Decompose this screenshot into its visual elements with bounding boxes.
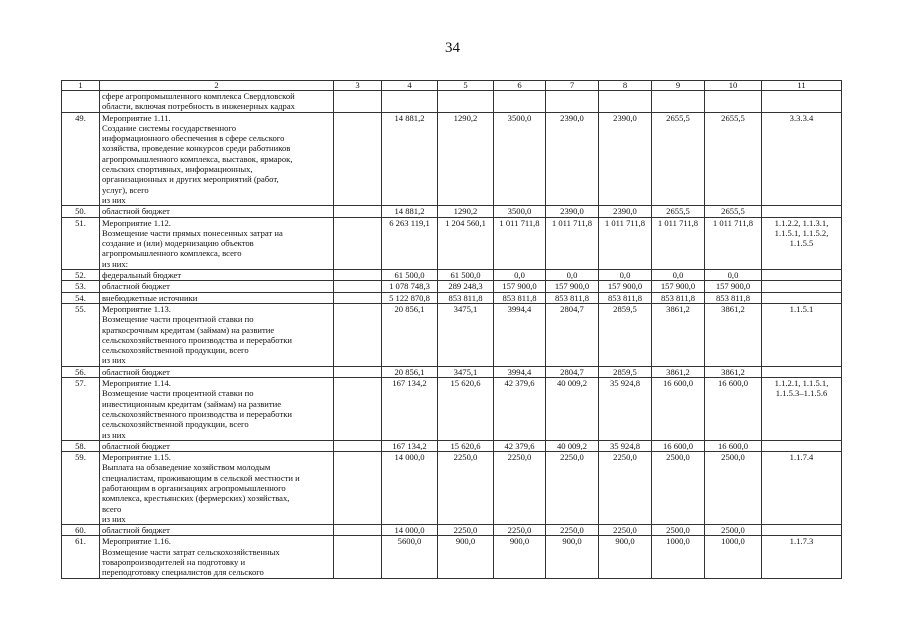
value-cell: 1000,0 <box>652 536 705 578</box>
value-cell: 1 011 711,8 <box>546 217 599 269</box>
empty-column-cell <box>334 303 382 366</box>
value-cell: 3861,2 <box>705 303 762 366</box>
value-cell: 2390,0 <box>546 112 599 206</box>
reference-line: 1.1.2.1, 1.1.5.1, <box>774 378 829 389</box>
row-number-cell: 61. <box>62 536 100 578</box>
description-line: Возмещение части процентной ставки по <box>102 314 254 325</box>
table-row <box>62 292 842 303</box>
value-cell <box>546 91 599 113</box>
column-number-cell: 6 <box>494 81 546 91</box>
description-line: областной бюджет <box>102 366 170 377</box>
description-cell <box>100 452 334 525</box>
value-cell <box>705 91 762 113</box>
value-cell: 2655,5 <box>652 206 705 217</box>
value-cell: 900,0 <box>494 536 546 578</box>
description-line: Возмещение части процентной ставки по <box>102 388 254 399</box>
column-number-cell: 2 <box>100 81 334 91</box>
value-cell: 3500,0 <box>494 112 546 206</box>
value-cell: 1 204 560,1 <box>438 217 494 269</box>
description-line: из них <box>102 355 126 366</box>
value-cell: 157 900,0 <box>599 281 652 292</box>
value-cell: 2804,7 <box>546 366 599 377</box>
value-cell: 167 134,2 <box>382 378 438 441</box>
column-number-cell: 5 <box>438 81 494 91</box>
description-line: областной бюджет <box>102 206 170 217</box>
description-line: Возмещение части затрат сельскохозяйственных <box>102 546 280 557</box>
description-line: услуг), всего <box>102 184 149 195</box>
description-cell <box>100 112 334 206</box>
description-cell <box>100 281 334 292</box>
value-cell: 20 856,1 <box>382 303 438 366</box>
description-cell <box>100 217 334 269</box>
description-line: из них <box>102 429 126 440</box>
reference-cell <box>762 536 842 578</box>
empty-column-cell <box>334 378 382 441</box>
description-line: агропромышленного комплекса, выставок, ярмарок, <box>102 153 293 164</box>
description-line: инвестиционным кредитам (займам) на развитие <box>102 398 282 409</box>
description-line: федеральный бюджет <box>102 270 182 281</box>
row-number-cell: 57. <box>62 378 100 441</box>
description-cell <box>100 91 334 113</box>
description-line: областной бюджет <box>102 525 170 536</box>
value-cell: 3861,2 <box>652 303 705 366</box>
table-row <box>62 303 842 366</box>
empty-column-cell <box>334 112 382 206</box>
value-cell: 2250,0 <box>438 525 494 536</box>
row-number-cell: 52. <box>62 270 100 281</box>
empty-column-cell <box>334 452 382 525</box>
description-cell <box>100 440 334 451</box>
row-number-cell: 54. <box>62 292 100 303</box>
table-row <box>62 366 842 377</box>
reference-cell <box>762 281 842 292</box>
value-cell: 2250,0 <box>494 452 546 525</box>
value-cell: 3500,0 <box>494 206 546 217</box>
value-cell: 35 924,8 <box>599 440 652 451</box>
reference-cell <box>762 292 842 303</box>
row-number-cell: 59. <box>62 452 100 525</box>
description-line: сельскохозяйственной продукции, всего <box>102 345 249 356</box>
table-row <box>62 270 842 281</box>
description-line: всего <box>102 503 122 514</box>
description-cell <box>100 270 334 281</box>
column-number-cell: 1 <box>62 81 100 91</box>
table-row <box>62 217 842 269</box>
reference-line: 1.1.5.3–1.1.5.6 <box>775 388 828 399</box>
value-cell: 2250,0 <box>546 525 599 536</box>
value-cell: 1000,0 <box>705 536 762 578</box>
reference-cell <box>762 525 842 536</box>
value-cell: 157 900,0 <box>546 281 599 292</box>
value-cell: 2655,5 <box>705 112 762 206</box>
table-row <box>62 452 842 525</box>
value-cell: 16 600,0 <box>705 440 762 451</box>
description-line: Выплата на обзаведение хозяйством молодым <box>102 462 271 473</box>
value-cell: 1 078 748,3 <box>382 281 438 292</box>
empty-column-cell <box>334 536 382 578</box>
description-line: сфере агропромышленного комплекса Свердловской <box>102 91 295 101</box>
column-number-cell: 10 <box>705 81 762 91</box>
value-cell: 157 900,0 <box>705 281 762 292</box>
description-line: создание и (или) модернизацию объектов <box>102 238 254 249</box>
value-cell: 2655,5 <box>652 112 705 206</box>
value-cell: 2500,0 <box>705 525 762 536</box>
value-cell: 42 379,6 <box>494 440 546 451</box>
value-cell: 3475,1 <box>438 303 494 366</box>
empty-column-cell <box>334 366 382 377</box>
description-cell <box>100 536 334 578</box>
description-line: областной бюджет <box>102 440 170 451</box>
row-number-cell: 50. <box>62 206 100 217</box>
reference-cell <box>762 378 842 441</box>
description-cell <box>100 292 334 303</box>
column-number-cell: 3 <box>334 81 382 91</box>
description-line: из них: <box>102 258 129 269</box>
table-row <box>62 525 842 536</box>
reference-cell <box>762 112 842 206</box>
value-cell: 14 000,0 <box>382 525 438 536</box>
value-cell: 2655,5 <box>705 206 762 217</box>
reference-line: 1.1.5.5 <box>789 238 814 249</box>
value-cell: 853 811,8 <box>546 292 599 303</box>
value-cell: 289 248,3 <box>438 281 494 292</box>
reference-cell <box>762 366 842 377</box>
value-cell: 2250,0 <box>599 525 652 536</box>
value-cell: 42 379,6 <box>494 378 546 441</box>
table-row <box>62 91 842 113</box>
column-number-cell: 7 <box>546 81 599 91</box>
empty-column-cell <box>334 91 382 113</box>
description-line: организационных и других мероприятий (работ, <box>102 174 279 185</box>
table-row <box>62 206 842 217</box>
description-cell <box>100 303 334 366</box>
description-cell <box>100 366 334 377</box>
table-row <box>62 440 842 451</box>
description-line: сельскохозяйственного производства и переработки <box>102 334 292 345</box>
value-cell: 6 263 119,1 <box>382 217 438 269</box>
description-line: сельскохозяйственной продукции, всего <box>102 419 249 430</box>
value-cell: 2390,0 <box>546 206 599 217</box>
table-row <box>62 281 842 292</box>
description-line: переподготовку специалистов для сельского <box>102 567 264 578</box>
value-cell: 5 122 870,8 <box>382 292 438 303</box>
value-cell: 853 811,8 <box>652 292 705 303</box>
budget-table <box>61 80 842 579</box>
reference-cell <box>762 452 842 525</box>
reference-cell <box>762 270 842 281</box>
value-cell: 2250,0 <box>599 452 652 525</box>
value-cell: 15 620,6 <box>438 440 494 451</box>
empty-column-cell <box>334 292 382 303</box>
value-cell: 1 011 711,8 <box>652 217 705 269</box>
value-cell: 157 900,0 <box>652 281 705 292</box>
description-line: Возмещение части прямых понесенных затрат на <box>102 227 283 238</box>
row-number-cell: 56. <box>62 366 100 377</box>
value-cell: 1 011 711,8 <box>705 217 762 269</box>
page-number: 34 <box>445 40 460 56</box>
description-line: работающим в организациях агропромышленного <box>102 482 286 493</box>
description-line: сельских спортивных, информационных, <box>102 164 253 175</box>
value-cell: 853 811,8 <box>438 292 494 303</box>
description-cell <box>100 206 334 217</box>
empty-column-cell <box>334 281 382 292</box>
description-line: комплекса, крестьянских (фермерских) хозяйствах, <box>102 493 290 504</box>
description-line: товаропроизводителей на подготовку и <box>102 557 246 568</box>
row-number-cell: 53. <box>62 281 100 292</box>
description-line: Мероприятие 1.15. <box>102 452 171 463</box>
reference-line: 1.1.7.4 <box>789 452 814 463</box>
value-cell: 5600,0 <box>382 536 438 578</box>
description-line: из них <box>102 194 126 205</box>
value-cell <box>438 91 494 113</box>
value-cell: 40 009,2 <box>546 378 599 441</box>
value-cell: 0,0 <box>705 270 762 281</box>
description-line: Мероприятие 1.12. <box>102 217 171 228</box>
value-cell: 167 134,2 <box>382 440 438 451</box>
value-cell: 2804,7 <box>546 303 599 366</box>
value-cell: 16 600,0 <box>652 440 705 451</box>
value-cell <box>652 91 705 113</box>
description-line: краткосрочным кредитам (займам) на развитие <box>102 324 275 335</box>
value-cell: 35 924,8 <box>599 378 652 441</box>
value-cell: 3861,2 <box>652 366 705 377</box>
description-line: Мероприятие 1.11. <box>102 112 171 123</box>
value-cell: 16 600,0 <box>705 378 762 441</box>
column-number-row <box>62 81 842 91</box>
value-cell: 900,0 <box>438 536 494 578</box>
description-line: Мероприятие 1.14. <box>102 378 171 389</box>
value-cell: 853 811,8 <box>705 292 762 303</box>
value-cell: 1290,2 <box>438 206 494 217</box>
value-cell: 40 009,2 <box>546 440 599 451</box>
value-cell: 2390,0 <box>599 206 652 217</box>
description-line: области, включая потребность в инженерных кадрах <box>102 101 295 112</box>
value-cell: 0,0 <box>599 270 652 281</box>
empty-column-cell <box>334 217 382 269</box>
row-number-cell: 55. <box>62 303 100 366</box>
reference-line: 1.1.5.1 <box>789 303 814 314</box>
value-cell: 1 011 711,8 <box>494 217 546 269</box>
description-line: внебюджетные источники <box>102 292 198 303</box>
empty-column-cell <box>334 525 382 536</box>
value-cell: 61 500,0 <box>438 270 494 281</box>
description-line: Мероприятие 1.13. <box>102 303 171 314</box>
value-cell: 2859,5 <box>599 366 652 377</box>
value-cell <box>382 91 438 113</box>
value-cell: 2500,0 <box>652 452 705 525</box>
value-cell: 3994,4 <box>494 303 546 366</box>
row-number-cell: 51. <box>62 217 100 269</box>
description-line: областной бюджет <box>102 281 170 292</box>
table-row <box>62 112 842 206</box>
table-row <box>62 378 842 441</box>
description-line: Мероприятие 1.16. <box>102 536 171 547</box>
empty-column-cell <box>334 206 382 217</box>
description-cell <box>100 525 334 536</box>
value-cell: 14 000,0 <box>382 452 438 525</box>
row-number-cell <box>62 91 100 113</box>
reference-line: 1.1.5.1, 1.1.5.2, <box>774 227 829 238</box>
value-cell: 2390,0 <box>599 112 652 206</box>
value-cell: 3475,1 <box>438 366 494 377</box>
description-cell <box>100 378 334 441</box>
description-line: сельскохозяйственного производства и переработки <box>102 408 292 419</box>
description-line: агропромышленного комплекса, всего <box>102 248 242 259</box>
description-line: из них <box>102 513 126 524</box>
reference-line: 1.1.2.2, 1.1.3.1, <box>774 217 829 228</box>
value-cell: 900,0 <box>546 536 599 578</box>
reference-cell <box>762 206 842 217</box>
value-cell: 0,0 <box>494 270 546 281</box>
description-line: специалистам, проживающим в сельской местности и <box>102 472 300 483</box>
value-cell: 2250,0 <box>494 525 546 536</box>
reference-cell <box>762 440 842 451</box>
reference-cell <box>762 217 842 269</box>
column-number-cell: 8 <box>599 81 652 91</box>
value-cell <box>494 91 546 113</box>
value-cell: 61 500,0 <box>382 270 438 281</box>
empty-column-cell <box>334 440 382 451</box>
value-cell: 2250,0 <box>546 452 599 525</box>
value-cell: 3994,4 <box>494 366 546 377</box>
row-number-cell: 60. <box>62 525 100 536</box>
description-line: хозяйства, проведение конкурсов среди работников <box>102 143 291 154</box>
value-cell: 2859,5 <box>599 303 652 366</box>
value-cell: 0,0 <box>652 270 705 281</box>
value-cell: 157 900,0 <box>494 281 546 292</box>
value-cell: 853 811,8 <box>494 292 546 303</box>
value-cell: 15 620,6 <box>438 378 494 441</box>
column-number-cell: 4 <box>382 81 438 91</box>
value-cell: 1 011 711,8 <box>599 217 652 269</box>
value-cell: 2250,0 <box>438 452 494 525</box>
reference-line: 3.3.3.4 <box>789 112 814 123</box>
value-cell <box>599 91 652 113</box>
description-line: Создание системы государственного <box>102 122 237 133</box>
row-number-cell: 49. <box>62 112 100 206</box>
row-number-cell: 58. <box>62 440 100 451</box>
value-cell: 0,0 <box>546 270 599 281</box>
empty-column-cell <box>334 270 382 281</box>
value-cell: 14 881,2 <box>382 206 438 217</box>
reference-line: 1.1.7.3 <box>789 536 814 547</box>
value-cell: 3861,2 <box>705 366 762 377</box>
value-cell: 900,0 <box>599 536 652 578</box>
reference-cell <box>762 303 842 366</box>
column-number-cell: 11 <box>762 81 842 91</box>
table-row <box>62 536 842 578</box>
column-number-cell: 9 <box>652 81 705 91</box>
description-line: информационного обеспечения в сфере сельского <box>102 133 285 144</box>
reference-cell <box>762 91 842 113</box>
value-cell: 1290,2 <box>438 112 494 206</box>
value-cell: 14 881,2 <box>382 112 438 206</box>
value-cell: 2500,0 <box>705 452 762 525</box>
value-cell: 2500,0 <box>652 525 705 536</box>
value-cell: 20 856,1 <box>382 366 438 377</box>
value-cell: 16 600,0 <box>652 378 705 441</box>
value-cell: 853 811,8 <box>599 292 652 303</box>
